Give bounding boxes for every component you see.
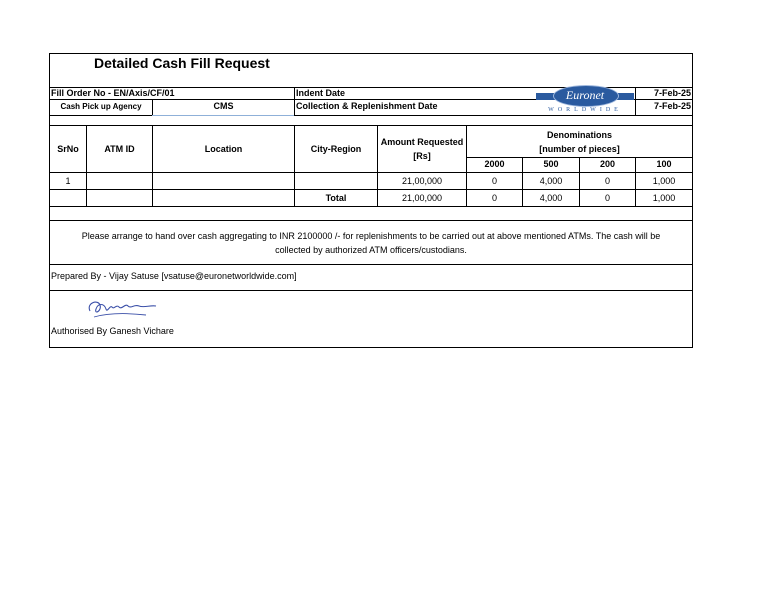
logo-tagline: WORLDWIDE (548, 107, 622, 113)
logo-wordmark: Euronet (565, 88, 605, 102)
header-amount-unit: [Rs] (413, 151, 431, 161)
row-1-amount: 21,00,000 (401, 176, 443, 186)
header-srno: SrNo (57, 143, 79, 154)
signature-stroke (89, 302, 156, 312)
signature-underline (94, 314, 146, 317)
total-denom-2000: 0 (491, 193, 497, 203)
total-denom-500: 4,000 (539, 193, 563, 203)
header-atm-id: ATM ID (104, 143, 135, 154)
note-line-1: Please arrange to hand over cash aggregating to INR 2100000 /- for replenishments to be carried out at above mentioned ATMs. The cash will be (81, 231, 661, 241)
collection-date-label: Collection & Replenishment Date (296, 101, 438, 111)
authorised-by: Authorised By Ganesh Vichare (51, 326, 174, 336)
row-1-denom-2000: 0 (491, 176, 497, 186)
pickup-agency-label: Cash Pick up Agency (60, 102, 142, 111)
euronet-logo (536, 82, 634, 116)
total-denom-200: 0 (604, 193, 610, 203)
header-denominations-unit: [number of pieces] (539, 144, 620, 154)
indent-date-value: 7-Feb-25 (653, 88, 691, 98)
header-denominations: Denominations (546, 130, 612, 140)
indent-date-label: Indent Date (296, 88, 346, 98)
header-city-region: City-Region (310, 143, 362, 154)
note-line-2: collected by authorized ATM officers/custodians. (275, 245, 467, 255)
prepared-bottom-line (50, 290, 692, 291)
header-denom-100: 100 (656, 159, 672, 169)
total-label: Total (325, 193, 347, 203)
collection-date-value: 7-Feb-25 (653, 101, 691, 111)
signature-icon (84, 295, 164, 321)
table-total-line (50, 206, 692, 207)
prepared-by: Prepared By - Vijay Satuse [vsatuse@euronetworldwide.com] (51, 271, 297, 281)
total-amount: 21,00,000 (401, 193, 443, 203)
row-1-denom-500: 4,000 (539, 176, 563, 186)
header-divider-2 (294, 87, 295, 115)
row-1-srno: 1 (65, 176, 71, 186)
header-amount-requested: Amount Requested (380, 137, 464, 147)
table-row-line (50, 189, 692, 190)
header-denom-500: 500 (543, 159, 559, 169)
note-top-line (50, 220, 692, 221)
header-denom-2000: 2000 (484, 159, 505, 169)
note-bottom-line (50, 264, 692, 265)
row-1-denom-100: 1,000 (652, 176, 676, 186)
row-1-denom-200: 0 (604, 176, 610, 186)
document-title: Detailed Cash Fill Request (94, 55, 270, 71)
pickup-agency-value: CMS (213, 101, 234, 111)
header-denom-200: 200 (599, 159, 616, 169)
agency-underline (152, 115, 294, 116)
fill-order-number: Fill Order No - EN/Axis/CF/01 (51, 88, 175, 98)
table-header-bottom-line (50, 172, 692, 173)
total-denom-100: 1,000 (652, 193, 676, 203)
cash-fill-request-sheet (49, 53, 693, 348)
header-location: Location (204, 143, 243, 154)
